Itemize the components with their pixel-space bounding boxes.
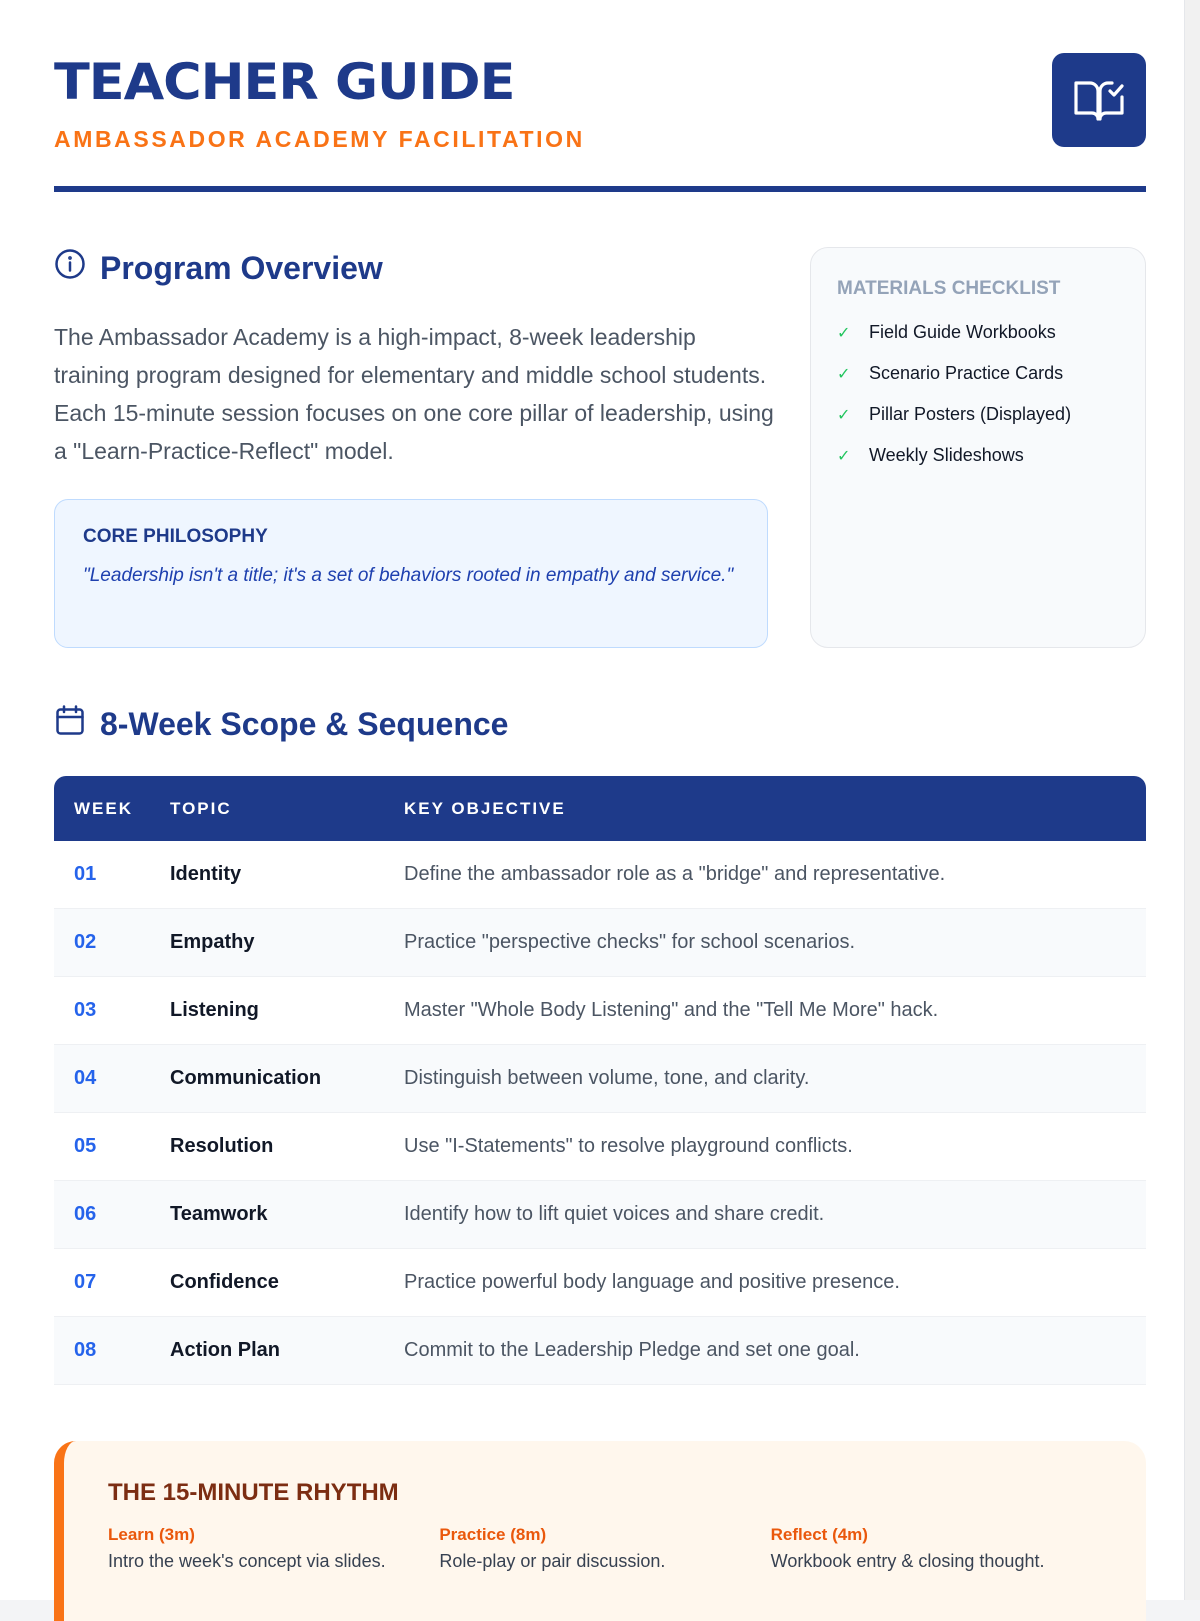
objective: Distinguish between volume, tone, and clarity. xyxy=(404,1067,810,1089)
step-description: Intro the week's concept via slides. xyxy=(108,1551,386,1571)
materials-checklist xyxy=(810,247,1146,648)
table-body xyxy=(54,841,1146,1385)
topic: Action Plan xyxy=(170,1339,281,1361)
topic: Identity xyxy=(170,863,242,885)
column-header-topic: TOPIC xyxy=(170,798,232,818)
week-number: 06 xyxy=(74,1203,97,1225)
rhythm-step-practice xyxy=(439,1525,770,1572)
checkmark-icon: ✓ xyxy=(837,324,851,342)
week-number: 05 xyxy=(74,1135,97,1157)
topic: Confidence xyxy=(170,1271,279,1293)
step-label: Reflect (4m) xyxy=(770,1525,868,1544)
objective: Use "I-Statements" to resolve playground conflicts. xyxy=(404,1135,853,1157)
topic: Listening xyxy=(170,999,259,1021)
scope-table xyxy=(54,776,1146,1385)
objective: Identify how to lift quiet voices and share credit. xyxy=(404,1203,825,1225)
topic: Communication xyxy=(170,1067,322,1089)
table-row xyxy=(54,1249,1146,1317)
rhythm-step-learn xyxy=(108,1525,439,1572)
step-description: Role-play or pair discussion. xyxy=(439,1551,666,1571)
core-philosophy-card xyxy=(54,499,768,648)
week-number: 03 xyxy=(74,999,97,1021)
week-number: 08 xyxy=(74,1339,97,1361)
column-header-objective: KEY OBJECTIVE xyxy=(404,798,566,818)
info-icon xyxy=(54,248,86,288)
objective: Practice "perspective checks" for school scenarios. xyxy=(404,931,856,953)
rhythm-step-reflect xyxy=(771,1525,1102,1572)
overview-heading xyxy=(54,248,383,288)
checkmark-icon: ✓ xyxy=(837,406,851,424)
objective: Define the ambassador role as a "bridge" and representative. xyxy=(404,863,946,885)
table-row xyxy=(54,909,1146,977)
topic: Teamwork xyxy=(170,1203,268,1225)
checkmark-icon: ✓ xyxy=(837,447,851,465)
page-subtitle: AMBASSADOR ACADEMY FACILITATION xyxy=(54,126,585,152)
rhythm-steps xyxy=(108,1525,1102,1572)
step-label: Practice (8m) xyxy=(439,1525,547,1544)
header-divider xyxy=(54,186,1146,192)
rhythm-title: THE 15-MINUTE RHYTHM xyxy=(108,1479,399,1506)
objective: Master "Whole Body Listening" and the "Tell Me More" hack. xyxy=(404,999,939,1021)
objective: Practice powerful body language and positive presence. xyxy=(404,1271,900,1293)
scope-heading xyxy=(54,704,508,744)
materials-list xyxy=(837,312,1119,476)
week-number: 01 xyxy=(74,863,97,885)
table-row xyxy=(54,841,1146,909)
week-number: 07 xyxy=(74,1271,97,1293)
scrollbar[interactable] xyxy=(1184,0,1200,1600)
rhythm-card xyxy=(54,1441,1146,1621)
topic: Empathy xyxy=(170,931,255,953)
philosophy-label: CORE PHILOSOPHY xyxy=(83,526,268,547)
overview-heading-text: Program Overview xyxy=(100,249,383,286)
page-title: TEACHER GUIDE xyxy=(54,53,515,111)
list-item: ✓ Weekly Slideshows xyxy=(837,445,1024,465)
week-number: 02 xyxy=(74,931,97,953)
scope-heading-text: 8-Week Scope & Sequence xyxy=(100,705,509,742)
table-row xyxy=(54,1045,1146,1113)
checkmark-icon: ✓ xyxy=(837,365,851,383)
step-label: Learn (3m) xyxy=(108,1525,195,1544)
materials-title: MATERIALS CHECKLIST xyxy=(837,278,1061,299)
header xyxy=(54,52,1146,192)
objective: Commit to the Leadership Pledge and set one goal. xyxy=(404,1339,860,1361)
philosophy-quote: "Leadership isn't a title; it's a set of behaviors rooted in empathy and service." xyxy=(83,565,734,586)
list-item: ✓ Scenario Practice Cards xyxy=(837,363,1064,383)
table-row xyxy=(54,1317,1146,1385)
list-item: ✓ Field Guide Workbooks xyxy=(837,322,1056,342)
calendar-icon xyxy=(54,704,86,744)
book-check-icon xyxy=(1052,53,1146,147)
column-header-week: WEEK xyxy=(74,798,133,818)
table-row xyxy=(54,1181,1146,1249)
table-header xyxy=(54,776,1146,841)
week-number: 04 xyxy=(74,1067,97,1089)
step-description: Workbook entry & closing thought. xyxy=(770,1551,1045,1571)
overview-paragraph: The Ambassador Academy is a high-impact, 8-week leadership training program designed for elementary and middle school students. Each 15-minute session focuses on one core pillar of leadership, using a "Learn-Practice-Reflect" model. xyxy=(54,324,774,464)
table-row xyxy=(54,1113,1146,1181)
topic: Resolution xyxy=(170,1135,274,1157)
table-row xyxy=(54,977,1146,1045)
list-item: ✓ Pillar Posters (Displayed) xyxy=(837,404,1072,424)
